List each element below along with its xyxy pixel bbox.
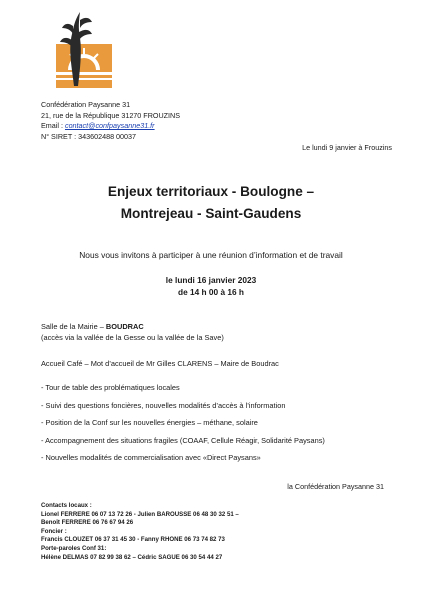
meeting-datetime [0, 274, 422, 298]
contacts-local-line-2: Benoît FERRERE 06 76 67 94 26 [41, 519, 134, 527]
document-title [0, 181, 422, 225]
invitation-text: Nous vous invitons à participer à une réunion d’information et de travail [79, 250, 343, 260]
email-label: Email : [41, 121, 65, 130]
email-link[interactable]: contact@confpaysanne31.fr [64, 121, 155, 130]
meeting-day: le lundi 16 janvier 2023 [165, 275, 257, 285]
organization-address: 21, rue de la République 31270 FROUZINS [41, 110, 181, 120]
agenda-item: - Accompagnement des situations fragiles (COAAF, Cellule Réagir, Solidarité Paysans) [41, 435, 325, 445]
agenda-item: - Position de la Conf sur les nouvelles énergies – méthane, solaire [41, 418, 258, 427]
contacts-foncier-line: Francis CLOUZET 06 37 31 45 30 - Fanny RHONE 06 73 74 82 73 [41, 536, 225, 544]
agenda-item: - Nouvelles modalités de commercialisation avec «Direct Paysans» [41, 453, 261, 462]
venue-town: BOUDRAC [105, 322, 144, 331]
contacts-foncier-heading: Foncier : [41, 527, 67, 535]
contacts-porte-line: Hélène DELMAS 07 82 99 38 62 – Cédric SAGUE 06 30 54 44 27 [41, 553, 223, 561]
organization-siret: N° SIRET : 343602488 00037 [41, 131, 137, 141]
signoff: la Confédération Paysanne 31 [287, 482, 384, 491]
organization-email-line [41, 121, 180, 132]
meeting-venue [41, 321, 224, 343]
organization-header [41, 100, 180, 142]
meeting-time: de 14 h 00 à 16 h [178, 287, 244, 297]
contacts-block [41, 502, 239, 562]
title-line-1: Enjeux territoriaux - Boulogne – [107, 184, 315, 199]
contacts-local-line-1: Lionel FERRERE 06 07 13 72 26 - Julien BAROUSSE 06 48 30 32 51 – [41, 510, 239, 518]
agenda-item: - Suivi des questions foncières, nouvelles modalités d’accès à l’information [41, 400, 286, 410]
contacts-local-heading: Contacts locaux : [41, 502, 92, 509]
welcome-note: Accueil Café – Mot d’accueil de Mr Gilles CLARENS – Maire de Boudrac [41, 359, 279, 368]
confederation-paysanne-logo [52, 8, 124, 92]
agenda-list [41, 383, 325, 471]
letter-date: Le lundi 9 janvier à Frouzins [302, 143, 392, 152]
title-line-2: Montrejeau - Saint-Gaudens [120, 206, 302, 221]
venue-label: Salle de la Mairie – [41, 322, 106, 331]
venue-access: (accès via la vallée de la Gesse ou la vallée de la Save) [41, 333, 224, 342]
organization-name: Confédération Paysanne 31 [41, 100, 131, 109]
agenda-item: - Tour de table des problématiques locales [41, 383, 180, 392]
venue-line [41, 321, 224, 332]
contacts-porte-heading: Porte-paroles Conf 31: [41, 544, 107, 552]
